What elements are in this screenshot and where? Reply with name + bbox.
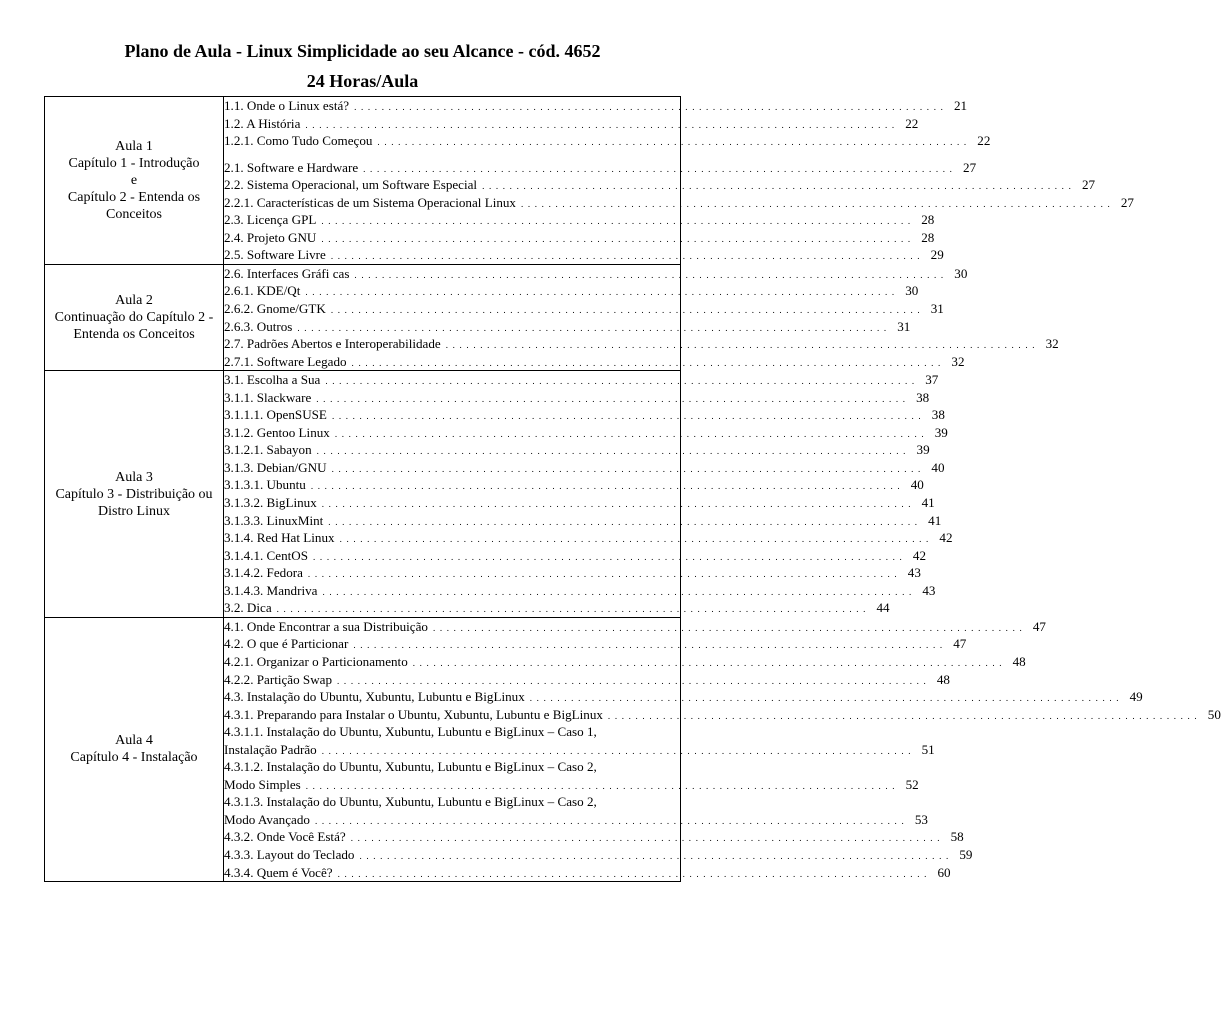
- toc-entry: [224, 864, 951, 882]
- dot-leader: . . . . . . . . . . . . . . . . . . . . . . . . . . . . . . . . . . . . . . . . . . . . . . . . . . . . . . . . . . . . . . . . . . . . . . . . . . . . . . . . . . . . . .: [328, 516, 919, 527]
- lesson-cell: [45, 371, 224, 618]
- toc-entry-title: 3.1.1. Slackware: [224, 389, 312, 405]
- toc-entry: [224, 159, 977, 177]
- toc-entry: [224, 441, 930, 459]
- dot-leader: . . . . . . . . . . . . . . . . . . . . . . . . . . . . . . . . . . . . . . . . . . . . . . . . . . . . . . . . . . . . . . . . . . . . . . . . . . . . . . . . . . . . . .: [305, 780, 896, 791]
- dot-leader: . . . . . . . . . . . . . . . . . . . . . . . . . . . . . . . . . . . . . . . . . . . . . . . . . . . . . . . . . . . . . . . . . . . . . . . . . . . . . . . . . . . . . .: [432, 622, 1023, 633]
- page-title: Plano de Aula - Linux Simplicidade ao seu Alcance - cód. 4652: [124, 41, 601, 61]
- toc-entry: [224, 529, 953, 547]
- dot-leader: . . . . . . . . . . . . . . . . . . . . . . . . . . . . . . . . . . . . . . . . . . . . . . . . . . . . . . . . . . . . . . . . . . . . . . . . . . . . . . . . . . . . . .: [321, 745, 912, 756]
- toc-entry: [224, 211, 935, 229]
- toc-entry: [224, 97, 968, 115]
- dot-leader: . . . . . . . . . . . . . . . . . . . . . . . . . . . . . . . . . . . . . . . . . . . . . . . . . . . . . . . . . . . . . . . . . . . . . . . . . . . . . . . . . . . . . .: [321, 233, 912, 244]
- toc-entry: [224, 194, 1134, 212]
- dot-leader: . . . . . . . . . . . . . . . . . . . . . . . . . . . . . . . . . . . . . . . . . . . . . . . . . . . . . . . . . . . . . . . . . . . . . . . . . . . . . . . . . . . . . .: [334, 428, 925, 439]
- toc-entry-title: 2.1. Software e Hardware: [224, 159, 359, 175]
- toc-entry-title: 3.1.4. Red Hat Linux: [224, 530, 335, 546]
- lesson-row: [45, 264, 681, 370]
- toc-entry: [224, 132, 991, 150]
- toc-entry-title: 3.1.4.1. CentOS: [224, 547, 309, 563]
- dot-leader: . . . . . . . . . . . . . . . . . . . . . . . . . . . . . . . . . . . . . . . . . . . . . . . . . . . . . . . . . . . . . . . . . . . . . . . . . . . . . . . . . . . . . .: [305, 287, 896, 298]
- lesson-label-line: e: [130, 172, 138, 188]
- toc-entry: [224, 688, 1143, 706]
- toc-entry-title: 4.3.1.2. Instalação do Ubuntu, Xubuntu, Lubuntu e BigLinux – Caso 2,: [224, 759, 597, 775]
- toc-page-number: 47: [1032, 618, 1046, 634]
- toc-page-number: 41: [928, 512, 942, 528]
- toc-page-number: 42: [939, 530, 953, 546]
- toc-entry: [224, 547, 926, 565]
- toc-entry: [224, 635, 967, 653]
- dot-leader: . . . . . . . . . . . . . . . . . . . . . . . . . . . . . . . . . . . . . . . . . . . . . . . . . . . . . . . . . . . . . . . . . . . . . . . . . . . . . . . . . . . . . .: [307, 569, 898, 580]
- toc-entry: [224, 229, 935, 247]
- toc-entry: [224, 846, 973, 864]
- toc-entry: [224, 406, 945, 424]
- toc-page-number: 28: [921, 229, 935, 245]
- toc-entry-title: 4.3.2. Onde Você Está?: [224, 829, 346, 845]
- toc-entry-title: 3.1.3. Debian/GNU: [224, 459, 327, 475]
- lesson-label-line: Capítulo 3 - Distribuição ou: [55, 486, 213, 502]
- toc-page-number: 28: [921, 212, 935, 228]
- dot-leader: . . . . . . . . . . . . . . . . . . . . . . . . . . . . . . . . . . . . . . . . . . . . . . . . . . . . . . . . . . . . . . . . . . . . . . . . . . . . . . . . . . . . . .: [377, 137, 968, 148]
- toc-page-number: 31: [897, 318, 911, 334]
- toc-cell: [224, 617, 1221, 881]
- toc-page-number: 32: [1045, 336, 1059, 352]
- toc-entry-title: 4.2. O que é Particionar: [224, 636, 349, 652]
- dot-leader: . . . . . . . . . . . . . . . . . . . . . . . . . . . . . . . . . . . . . . . . . . . . . . . . . . . . . . . . . . . . . . . . . . . . . . . . . . . . . . . . . . . . . .: [325, 376, 916, 387]
- dot-leader: . . . . . . . . . . . . . . . . . . . . . . . . . . . . . . . . . . . . . . . . . . . . . . . . . . . . . . . . . . . . . . . . . . . . . . . . . . . . . . . . . . . . . .: [330, 251, 921, 262]
- toc-entry-title: 2.5. Software Livre: [224, 247, 326, 263]
- toc-entry-title: 3.1.4.2. Fedora: [224, 565, 303, 581]
- toc-entry-continuation: [224, 811, 928, 829]
- toc-page-number: 39: [934, 424, 948, 440]
- toc-entry-title: 4.3.1.1. Instalação do Ubuntu, Xubuntu, Lubuntu e BigLinux – Caso 1,: [224, 724, 597, 740]
- toc-page-number: 50: [1207, 706, 1221, 722]
- toc-page-number: 43: [922, 582, 936, 598]
- toc-entry: [224, 599, 890, 617]
- toc-page-number: 27: [1120, 194, 1134, 210]
- toc-page-number: 22: [977, 133, 991, 149]
- toc-page-number: 27: [963, 159, 977, 175]
- lesson-label-line: Continuação do Capítulo 2 -: [54, 310, 214, 326]
- toc-page-number: 40: [931, 459, 945, 475]
- toc-page-number: 48: [1012, 653, 1026, 669]
- toc-entry: [224, 246, 944, 264]
- dot-leader: . . . . . . . . . . . . . . . . . . . . . . . . . . . . . . . . . . . . . . . . . . . . . . . . . . . . . . . . . . . . . . . . . . . . . . . . . . . . . . . . . . . . . .: [276, 604, 867, 615]
- page-subtitle: 24 Horas/Aula: [306, 71, 419, 91]
- toc-page-number: 59: [959, 846, 973, 862]
- toc-entry: [224, 706, 1221, 724]
- dot-leader: . . . . . . . . . . . . . . . . . . . . . . . . . . . . . . . . . . . . . . . . . . . . . . . . . . . . . . . . . . . . . . . . . . . . . . . . . . . . . . . . . . . . . .: [412, 657, 1003, 668]
- lesson-label-line: Entenda os Conceitos: [73, 327, 195, 343]
- lesson-label-line: Aula 2: [115, 293, 153, 309]
- lesson-cell: [45, 97, 224, 265]
- dot-leader: . . . . . . . . . . . . . . . . . . . . . . . . . . . . . . . . . . . . . . . . . . . . . . . . . . . . . . . . . . . . . . . . . . . . . . . . . . . . . . . . . . . . . .: [314, 815, 905, 826]
- lesson-plan-table: [44, 96, 1221, 882]
- toc-entry-title: 1.2. A História: [224, 115, 301, 131]
- lesson-label-line: Capítulo 1 - Introdução: [68, 155, 200, 171]
- toc-entry-title: 2.7. Padrões Abertos e Interoperabilidade: [224, 336, 441, 352]
- dot-leader: . . . . . . . . . . . . . . . . . . . . . . . . . . . . . . . . . . . . . . . . . . . . . . . . . . . . . . . . . . . . . . . . . . . . . . . . . . . . . . . . . . . . . .: [316, 446, 907, 457]
- toc-entry-title: 2.6. Interfaces Gráfi cas: [224, 265, 350, 281]
- toc-entry-title: 4.3.1. Preparando para Instalar o Ubuntu, Xubuntu, Lubuntu e BigLinux: [224, 706, 603, 722]
- toc-entry: [224, 793, 680, 811]
- dot-leader: . . . . . . . . . . . . . . . . . . . . . . . . . . . . . . . . . . . . . . . . . . . . . . . . . . . . . . . . . . . . . . . . . . . . . . . . . . . . . . . . . . . . . .: [305, 119, 896, 130]
- lesson-label-line: Aula 1: [115, 138, 153, 154]
- toc-entry-title: 2.7.1. Software Legado: [224, 353, 347, 369]
- toc-entry: [224, 494, 935, 512]
- toc-page-number: 27: [1081, 177, 1096, 193]
- toc-entry: [224, 653, 1026, 671]
- dot-leader: . . . . . . . . . . . . . . . . . . . . . . . . . . . . . . . . . . . . . . . . . . . . . . . . . . . . . . . . . . . . . . . . . . . . . . . . . . . . . . . . . . . . . .: [354, 102, 945, 112]
- toc-entry: [224, 828, 964, 846]
- toc-entry-title: 4.3.4. Quem é Você?: [224, 864, 333, 880]
- dot-leader: . . . . . . . . . . . . . . . . . . . . . . . . . . . . . . . . . . . . . . . . . . . . . . . . . . . . . . . . . . . . . . . . . . . . . . . . . . . . . . . . . . . . . .: [331, 411, 922, 422]
- toc-entry-title: 3.1.4.3. Mandriva: [224, 582, 318, 598]
- toc-entry-title: 2.2.1. Características de um Sistema Operacional Linux: [224, 194, 516, 210]
- toc-entry: [224, 318, 911, 336]
- lesson-label-line: Aula 4: [115, 733, 153, 749]
- toc-entry: [224, 371, 939, 389]
- dot-leader: . . . . . . . . . . . . . . . . . . . . . . . . . . . . . . . . . . . . . . . . . . . . . . . . . . . . . . . . . . . . . . . . . . . . . . . . . . . . . . . . . . . . . .: [337, 675, 927, 686]
- toc-cell: [224, 264, 1059, 370]
- toc-entry: [224, 389, 930, 407]
- toc-page-number: 42: [912, 547, 926, 563]
- toc-entry-title: 3.1.2. Gentoo Linux: [224, 424, 330, 440]
- dot-leader: . . . . . . . . . . . . . . . . . . . . . . . . . . . . . . . . . . . . . . . . . . . . . . . . . . . . . . . . . . . . . . . . . . . . . . . . . . . . . . . . . . . . . .: [445, 340, 1036, 351]
- toc-entry-title: 4.2.1. Organizar o Particionamento: [224, 653, 408, 669]
- toc-page-number: 43: [907, 565, 921, 581]
- toc-entry-title: 4.2.2. Partição Swap: [224, 671, 333, 687]
- toc-entry-title: 3.1.2.1. Sabayon: [224, 442, 312, 458]
- toc-entry: [224, 353, 965, 371]
- lesson-label-line: Capítulo 2 - Entenda os: [67, 189, 201, 205]
- dot-leader: . . . . . . . . . . . . . . . . . . . . . . . . . . . . . . . . . . . . . . . . . . . . . . . . . . . . . . . . . . . . . . . . . . . . . . . . . . . . . . . . . . . . . .: [331, 463, 922, 474]
- toc-entry-title: 3.1.1.1. OpenSUSE: [224, 407, 327, 423]
- lesson-cell: [45, 617, 224, 881]
- toc-entry: [224, 282, 919, 300]
- dot-leader: . . . . . . . . . . . . . . . . . . . . . . . . . . . . . . . . . . . . . . . . . . . . . . . . . . . . . . . . . . . . . . . . . . . . . . . . . . . . . . . . . . . . . .: [316, 393, 907, 404]
- toc-page-number: 52: [905, 776, 919, 792]
- toc-page-number: 39: [916, 442, 930, 458]
- toc-page-number: 44: [876, 600, 890, 616]
- toc-entry-title: 4.3. Instalação do Ubuntu, Xubuntu, Lubuntu e BigLinux: [224, 689, 525, 705]
- dot-leader: . . . . . . . . . . . . . . . . . . . . . . . . . . . . . . . . . . . . . . . . . . . . . . . . . . . . . . . . . . . . . . . . . . . . . . . . . . . . . . . . . . . . . .: [363, 163, 954, 174]
- toc-entry-title: 3.1.3.3. LinuxMint: [224, 512, 324, 528]
- toc-page-number: 51: [921, 741, 935, 757]
- dot-leader: . . . . . . . . . . . . . . . . . . . . . . . . . . . . . . . . . . . . . . . . . . . . . . . . . . . . . . . . . . . . . . . . . . . . . . . . . . . . . . . . . . . . . .: [607, 710, 1198, 721]
- toc-entry: [224, 758, 680, 776]
- toc-entry-title: 2.2. Sistema Operacional, um Software Especial: [224, 177, 478, 193]
- toc-entry-title: 3.1.3.2. BigLinux: [224, 495, 317, 511]
- dot-leader: . . . . . . . . . . . . . . . . . . . . . . . . . . . . . . . . . . . . . . . . . . . . . . . . . . . . . . . . . . . . . . . . . . . . . . . . . . . . . . . . . . . . . .: [322, 586, 913, 597]
- toc-entry: [224, 300, 944, 318]
- toc-entry-title: 2.6.3. Outros: [224, 318, 293, 334]
- dot-leader: . . . . . . . . . . . . . . . . . . . . . . . . . . . . . . . . . . . . . . . . . . . . . . . . . . . . . . . . . . . . . . . . . . . . . . . . . . . . . . . . . . . . . .: [297, 322, 888, 333]
- toc-entry-title-cont: Instalação Padrão: [224, 741, 317, 757]
- dot-leader: . . . . . . . . . . . . . . . . . . . . . . . . . . . . . . . . . . . . . . . . . . . . . . . . . . . . . . . . . . . . . . . . . . . . . . . . . . . . . . . . . . . . . .: [321, 499, 912, 510]
- dot-leader: . . . . . . . . . . . . . . . . . . . . . . . . . . . . . . . . . . . . . . . . . . . . . . . . . . . . . . . . . . . . . . . . . . . . . . . . . . . . . . . . . . . . . .: [520, 198, 1111, 209]
- lesson-row: [45, 617, 681, 881]
- dot-leader: . . . . . . . . . . . . . . . . . . . . . . . . . . . . . . . . . . . . . . . . . . . . . . . . . . . . . . . . . . . . . . . . . . . . . . . . . . . . . . . . . . . . . .: [351, 357, 942, 368]
- dot-leader: . . . . . . . . . . . . . . . . . . . . . . . . . . . . . . . . . . . . . . . . . . . . . . . . . . . . . . . . . . . . . . . . . . . . . . . . . . . . . . . . . . . . . .: [337, 868, 928, 879]
- toc-page-number: 48: [936, 671, 950, 687]
- dot-leader: . . . . . . . . . . . . . . . . . . . . . . . . . . . . . . . . . . . . . . . . . . . . . . . . . . . . . . . . . . . . . . . . . . . . . . . . . . . . . . . . . . . . . .: [354, 269, 945, 280]
- dot-leader: . . . . . . . . . . . . . . . . . . . . . . . . . . . . . . . . . . . . . . . . . . . . . . . . . . . . . . . . . . . . . . . . . . . . . . . . . . . . . . . . . . . . . .: [482, 181, 1073, 192]
- toc-entry-continuation: [224, 741, 935, 759]
- toc-page-number: 21: [953, 98, 968, 113]
- toc-page-number: 60: [937, 864, 951, 880]
- dot-leader: . . . . . . . . . . . . . . . . . . . . . . . . . . . . . . . . . . . . . . . . . . . . . . . . . . . . . . . . . . . . . . . . . . . . . . . . . . . . . . . . . . . . . .: [339, 534, 930, 545]
- toc-entry: [224, 459, 945, 477]
- toc-entry: [224, 476, 924, 494]
- lesson-label-line: Aula 3: [115, 469, 153, 485]
- lesson-row: [45, 371, 681, 618]
- toc-entry-title-cont: Modo Simples: [224, 776, 301, 792]
- toc-entry: [224, 564, 921, 582]
- toc-entry-title: 2.6.2. Gnome/GTK: [224, 301, 326, 317]
- toc-entry: [224, 335, 1059, 353]
- toc-entry-title: 1.1. Onde o Linux está?: [224, 98, 350, 113]
- dot-leader: . . . . . . . . . . . . . . . . . . . . . . . . . . . . . . . . . . . . . . . . . . . . . . . . . . . . . . . . . . . . . . . . . . . . . . . . . . . . . . . . . . . . . .: [330, 305, 921, 316]
- toc-page-number: 49: [1129, 689, 1143, 705]
- toc-entry-title: 3.2. Dica: [224, 600, 272, 616]
- toc-entry: [224, 512, 942, 530]
- toc-page-number: 31: [930, 301, 944, 317]
- toc-entry: [224, 265, 968, 283]
- toc-entry-title-cont: Modo Avançado: [224, 811, 310, 827]
- toc-entry-title: 1.2.1. Como Tudo Começou: [224, 133, 373, 149]
- dot-leader: . . . . . . . . . . . . . . . . . . . . . . . . . . . . . . . . . . . . . . . . . . . . . . . . . . . . . . . . . . . . . . . . . . . . . . . . . . . . . . . . . . . . . .: [350, 833, 941, 844]
- toc-page-number: 58: [950, 829, 964, 845]
- toc-page-number: 53: [914, 811, 928, 827]
- toc-entry-title: 2.6.1. KDE/Qt: [224, 283, 301, 299]
- lesson-label-line: Capítulo 4 - Instalação: [70, 750, 198, 766]
- toc-cell: [224, 97, 1134, 265]
- toc-entry-title: 2.3. Licença GPL: [224, 212, 317, 228]
- toc-entry-title: 4.3.1.3. Instalação do Ubuntu, Xubuntu, Lubuntu e BigLinux – Caso 2,: [224, 794, 597, 810]
- lesson-label-line: Distro Linux: [98, 503, 170, 519]
- toc-page-number: 30: [954, 265, 968, 281]
- toc-page-number: 29: [930, 247, 944, 263]
- toc-entry: [224, 176, 1096, 194]
- toc-entry-continuation: [224, 776, 919, 794]
- toc-page-number: 30: [905, 283, 919, 299]
- toc-entry: [224, 671, 950, 689]
- toc-page-number: 38: [931, 407, 945, 423]
- lesson-cell: [45, 264, 224, 370]
- toc-entry: [224, 424, 948, 442]
- dot-leader: . . . . . . . . . . . . . . . . . . . . . . . . . . . . . . . . . . . . . . . . . . . . . . . . . . . . . . . . . . . . . . . . . . . . . . . . . . . . . . . . . . . . . .: [529, 693, 1120, 704]
- toc-page-number: 47: [953, 636, 967, 652]
- lesson-label-line: Conceitos: [106, 206, 162, 222]
- toc-entry-title: 4.1. Onde Encontrar a sua Distribuição: [224, 618, 428, 634]
- toc-entry-title: 4.3.3. Layout do Teclado: [224, 846, 355, 862]
- toc-page-number: 40: [910, 477, 924, 493]
- dot-leader: . . . . . . . . . . . . . . . . . . . . . . . . . . . . . . . . . . . . . . . . . . . . . . . . . . . . . . . . . . . . . . . . . . . . . . . . . . . . . . . . . . . . . .: [313, 551, 903, 562]
- toc-entry-title: 3.1. Escolha a Sua: [224, 372, 321, 388]
- dot-leader: . . . . . . . . . . . . . . . . . . . . . . . . . . . . . . . . . . . . . . . . . . . . . . . . . . . . . . . . . . . . . . . . . . . . . . . . . . . . . . . . . . . . . .: [353, 640, 944, 651]
- toc-entry: [224, 723, 680, 741]
- toc-entry: [224, 618, 1046, 636]
- toc-entry: [224, 115, 919, 133]
- dot-leader: . . . . . . . . . . . . . . . . . . . . . . . . . . . . . . . . . . . . . . . . . . . . . . . . . . . . . . . . . . . . . . . . . . . . . . . . . . . . . . . . . . . . . .: [310, 481, 901, 492]
- toc-cell: [224, 371, 953, 618]
- toc-page-number: 22: [905, 115, 919, 131]
- toc-page-number: 32: [951, 353, 965, 369]
- lesson-row: [45, 97, 681, 265]
- dot-leader: . . . . . . . . . . . . . . . . . . . . . . . . . . . . . . . . . . . . . . . . . . . . . . . . . . . . . . . . . . . . . . . . . . . . . . . . . . . . . . . . . . . . . .: [359, 850, 950, 861]
- toc-entry-title: 3.1.3.1. Ubuntu: [224, 477, 306, 493]
- toc-entry: [224, 582, 936, 600]
- toc-page-number: 41: [921, 495, 935, 511]
- toc-entry-title: 2.4. Projeto GNU: [224, 229, 317, 245]
- dot-leader: . . . . . . . . . . . . . . . . . . . . . . . . . . . . . . . . . . . . . . . . . . . . . . . . . . . . . . . . . . . . . . . . . . . . . . . . . . . . . . . . . . . . . .: [321, 216, 912, 227]
- toc-page-number: 37: [925, 372, 939, 388]
- toc-page-number: 38: [916, 389, 930, 405]
